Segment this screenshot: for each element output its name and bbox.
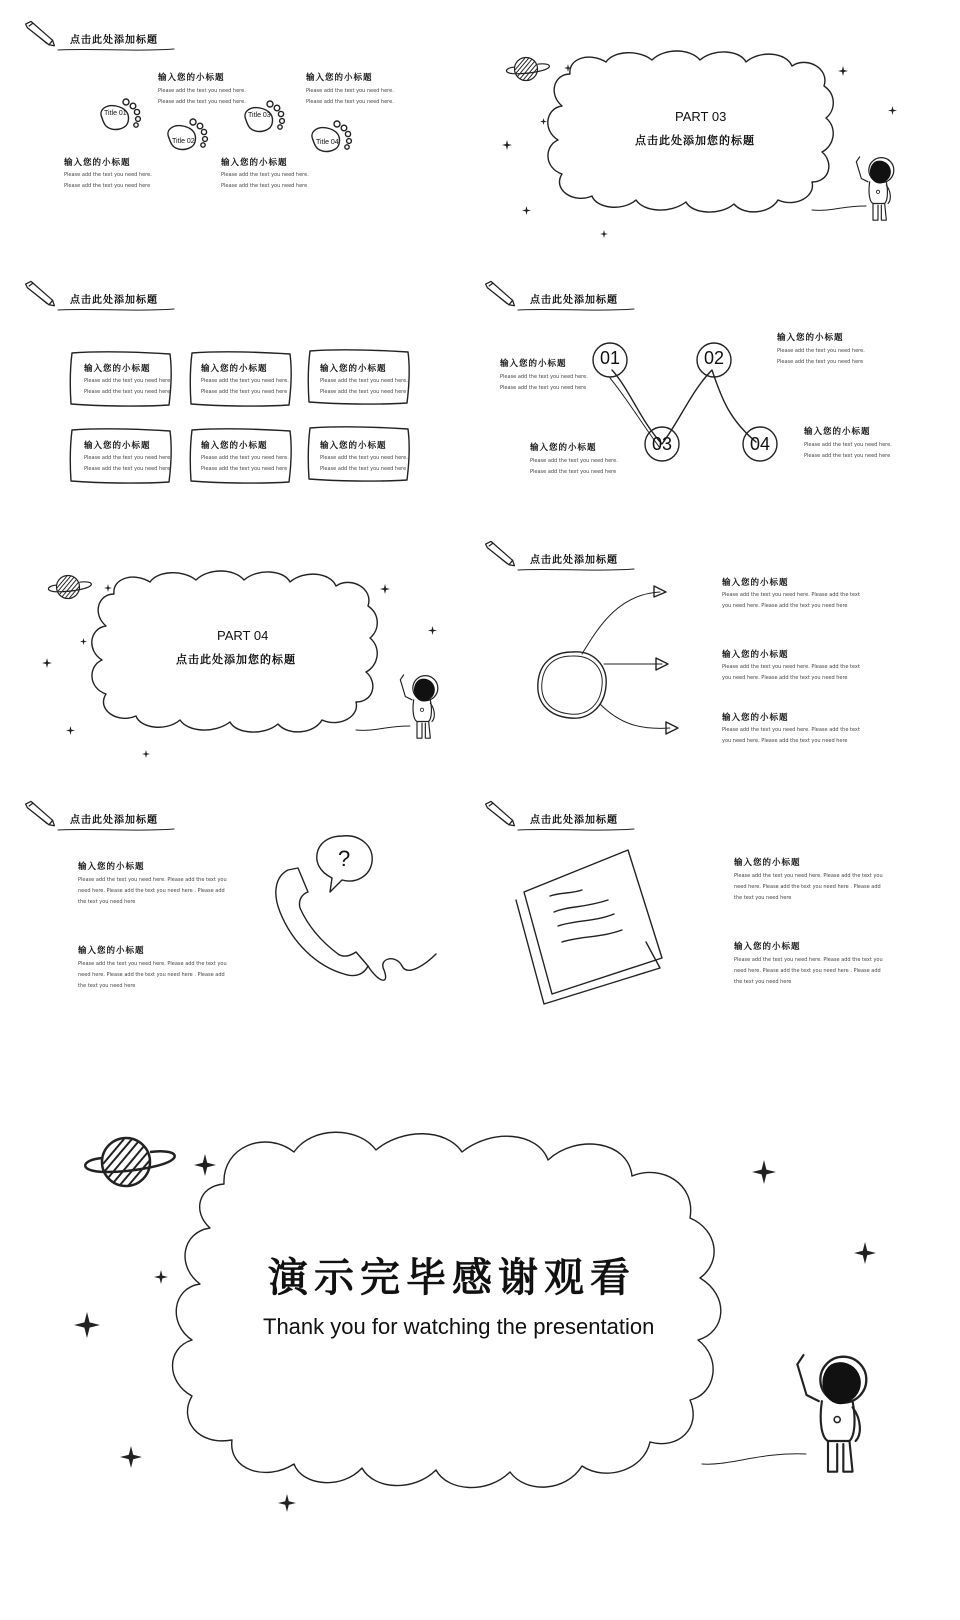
header-underline <box>56 307 176 313</box>
sparkle-icon <box>154 1270 168 1284</box>
subtitle-1: 输入您的小标题 <box>78 862 145 872</box>
foot-icon <box>307 118 357 158</box>
text-2a: Please add the text you need here. Please add the text you <box>78 961 227 967</box>
pencil-icon <box>482 280 518 308</box>
pencil-icon <box>22 800 58 828</box>
subtitle-1: 输入您的小标题 <box>734 858 801 868</box>
part-title: 点击此处添加您的标题 <box>635 134 755 147</box>
pencil-icon <box>482 540 518 568</box>
text-1c: the text you need here <box>734 895 792 901</box>
text-3b: Please add the text you need here <box>64 183 151 189</box>
subtitle-2: 输入您的小标题 <box>734 942 801 952</box>
box-text: Please add the text you need here. <box>320 455 408 461</box>
text-3a: Please add the text you need here. <box>64 172 152 178</box>
box-subtitle: 输入您的小标题 <box>201 441 268 451</box>
final-title: 演示完毕感谢观看 <box>268 1254 636 1301</box>
subtitle-right-bottom: 输入您的小标题 <box>804 427 871 437</box>
text: Please add the text you need here <box>777 359 864 365</box>
box-text: Please add the text you need here. <box>84 378 172 384</box>
sparkle-icon <box>104 584 112 592</box>
sparkle-icon <box>428 626 437 635</box>
text-2c: the text you need here <box>78 983 136 989</box>
text: you need here. Please add the text you need here <box>722 603 848 609</box>
part-title: 点击此处添加您的标题 <box>176 653 296 666</box>
sparkle-icon <box>540 118 547 125</box>
slide-steps-feet <box>0 0 470 250</box>
sparkle-icon <box>752 1160 776 1184</box>
text-1a: Please add the text you need here. Please add the text you <box>78 877 227 883</box>
tether-line <box>700 1434 810 1474</box>
subtitle-right-top: 输入您的小标题 <box>777 333 844 343</box>
foot-label-1: Title 01 <box>104 110 127 117</box>
final-subtitle: Thank you for watching the presentation <box>263 1314 655 1339</box>
tether-line <box>810 196 870 216</box>
slide-part-03 <box>480 0 960 250</box>
slide-part-04 <box>0 520 470 770</box>
subtitle-2: 输入您的小标题 <box>78 946 145 956</box>
sparkle-icon <box>120 1446 142 1468</box>
box-text: Please add the text you need here <box>201 389 288 395</box>
header-title: 点击此处添加标题 <box>70 815 158 826</box>
box-text: Please add the text you need here <box>320 466 407 472</box>
header-title: 点击此处添加标题 <box>70 295 158 306</box>
pencil-icon <box>482 800 518 828</box>
text-2b: Please add the text you need here. <box>306 99 394 105</box>
text: Please add the text you need here <box>500 385 587 391</box>
sparkle-icon <box>502 140 512 150</box>
text: Please add the text you need here. <box>777 348 865 354</box>
tether-line <box>354 716 414 736</box>
box-subtitle: 输入您的小标题 <box>84 441 151 451</box>
slide-w-steps <box>480 260 960 510</box>
sparkle-icon <box>74 1312 100 1338</box>
text-2c: the text you need here <box>734 979 792 985</box>
text: you need here. Please add the text you need here <box>722 675 848 681</box>
number-04: 04 <box>750 434 771 454</box>
sparkle-icon <box>838 66 848 76</box>
box-text: Please add the text you need here <box>201 466 288 472</box>
subtitle-3: 输入您的小标题 <box>722 713 789 723</box>
header-underline <box>516 307 636 313</box>
box-text: Please add the text you need here <box>320 389 407 395</box>
sparkle-icon <box>80 638 87 645</box>
header-underline <box>56 47 176 53</box>
text-2b: need here. Please add the text you need here . Please add <box>78 972 225 978</box>
sparkle-icon <box>854 1242 876 1264</box>
number-03: 03 <box>652 434 673 454</box>
text: Please add the text you need here. <box>530 458 618 464</box>
planet-icon <box>76 1132 176 1192</box>
header-title: 点击此处添加标题 <box>530 555 618 566</box>
sparkle-icon <box>564 64 572 72</box>
box-text: Please add the text you need here. <box>201 378 289 384</box>
text: Please add the text you need here. <box>500 374 588 380</box>
text-1c: the text you need here <box>78 899 136 905</box>
header-title: 点击此处添加标题 <box>530 815 618 826</box>
text: Please add the text you need here <box>530 469 617 475</box>
text-2b: need here. Please add the text you need here . Please add <box>734 968 881 974</box>
slide-six-boxes <box>0 260 470 510</box>
box-subtitle: 输入您的小标题 <box>201 364 268 374</box>
text-2a: Please add the text you need here. <box>306 88 394 94</box>
part-label: PART 04 <box>217 628 269 643</box>
text-2a: Please add the text you need here. Please add the text you <box>734 957 883 963</box>
foot-icon <box>163 116 213 156</box>
header-underline <box>56 827 176 833</box>
box-text: Please add the text you need here. <box>320 378 408 384</box>
box-text: Please add the text you need here. <box>84 455 172 461</box>
arrow-icon <box>580 584 680 744</box>
sparkle-icon <box>66 726 75 735</box>
box-subtitle: 输入您的小标题 <box>320 441 387 451</box>
text-1b: need here. Please add the text you need here . Please add <box>734 884 881 890</box>
subtitle-left-bottom: 输入您的小标题 <box>530 443 597 453</box>
text-4b: Please add the text you need here <box>221 183 308 189</box>
subtitle-2: 输入您的小标题 <box>306 73 373 83</box>
slide-paper <box>480 780 960 1030</box>
sparkle-icon <box>522 206 531 215</box>
sparkle-icon <box>42 658 52 668</box>
sparkle-icon <box>888 106 897 115</box>
sparkle-icon <box>380 584 390 594</box>
question-bubble-icon <box>310 832 380 902</box>
text-1b: Please add the text you need here. <box>158 99 246 105</box>
sparkle-icon <box>142 750 150 758</box>
number-01: 01 <box>600 348 621 368</box>
text-1a: Please add the text you need here. <box>158 88 246 94</box>
sparkle-icon <box>278 1494 296 1512</box>
box-subtitle: 输入您的小标题 <box>320 364 387 374</box>
slide-phone <box>0 780 470 1030</box>
header-title: 点击此处添加标题 <box>70 35 158 46</box>
astronaut-icon <box>848 152 898 230</box>
foot-label-2: Title 02 <box>172 138 195 145</box>
part-label: PART 03 <box>675 109 727 124</box>
slide-thank-you <box>0 1070 960 1620</box>
header-underline <box>516 567 636 573</box>
astronaut-icon <box>392 670 442 748</box>
subtitle-1: 输入您的小标题 <box>158 73 225 83</box>
text: you need here. Please add the text you need here <box>722 738 848 744</box>
foot-label-4: Title 04 <box>316 139 339 146</box>
box-text: Please add the text you need here <box>84 389 171 395</box>
box-subtitle: 输入您的小标题 <box>84 364 151 374</box>
text-1a: Please add the text you need here. Please add the text you <box>734 873 883 879</box>
subtitle-2: 输入您的小标题 <box>722 650 789 660</box>
text: Please add the text you need here. <box>804 442 892 448</box>
number-02: 02 <box>704 348 725 368</box>
sparkle-icon <box>194 1154 216 1176</box>
subtitle-4: 输入您的小标题 <box>221 158 288 168</box>
header-underline <box>516 827 636 833</box>
text: Please add the text you need here. Please add the text <box>722 727 860 733</box>
paper-icon <box>510 846 670 1006</box>
text: Please add the text you need here. Please add the text <box>722 664 860 670</box>
subtitle-3: 输入您的小标题 <box>64 158 131 168</box>
box-text: Please add the text you need here <box>84 466 171 472</box>
sparkle-icon <box>600 230 608 238</box>
foot-label-3: Title 03 <box>248 112 271 119</box>
box-text: Please add the text you need here. <box>201 455 289 461</box>
subtitle-1: 输入您的小标题 <box>722 578 789 588</box>
text-4a: Please add the text you need here. <box>221 172 309 178</box>
header-title: 点击此处添加标题 <box>530 295 618 306</box>
slide-circle-arrows <box>480 520 960 770</box>
pencil-icon <box>22 280 58 308</box>
text: Please add the text you need here <box>804 453 891 459</box>
text-1b: need here. Please add the text you need here . Please add <box>78 888 225 894</box>
question-mark: ? <box>338 846 351 871</box>
subtitle-left-top: 输入您的小标题 <box>500 359 567 369</box>
pencil-icon <box>22 20 58 48</box>
text: Please add the text you need here. Please add the text <box>722 592 860 598</box>
